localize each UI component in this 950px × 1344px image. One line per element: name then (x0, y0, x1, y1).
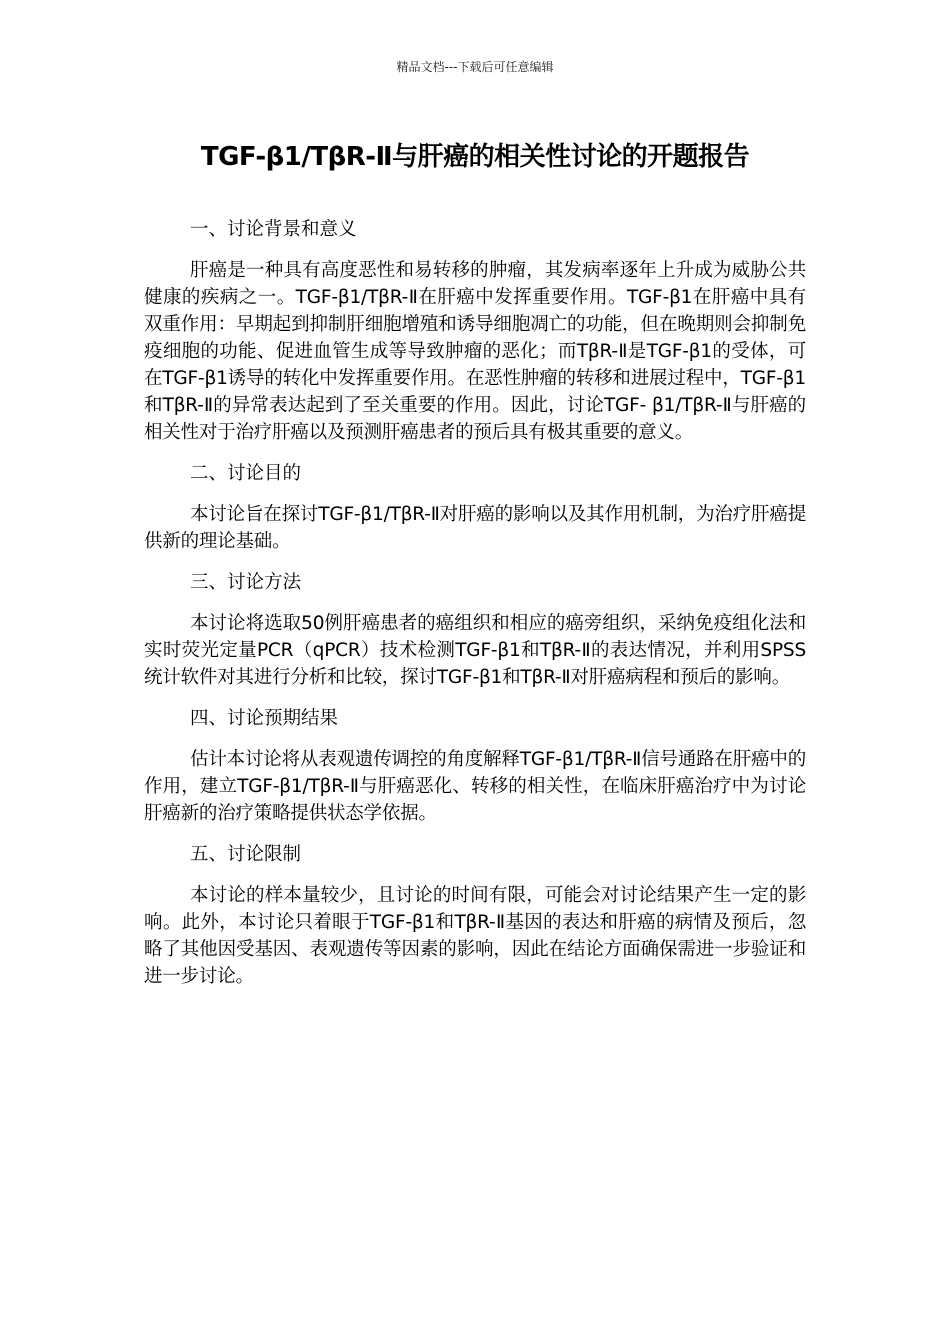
section-purpose (144, 460, 806, 555)
section-background (144, 216, 806, 446)
section-paragraph: 本讨论将选取50例肝癌患者的癌组织和相应的癌旁组织，采纳免疫组化法和实时荧光定量PCR（qPCR）技术检测TGF-β1和TβR-Ⅱ的表达情况，并利用SPSS统计软件对其进行分析和比较，探讨TGF-β1和TβR-Ⅱ对肝癌病程和预后的影响。 (144, 613, 806, 688)
section-paragraph: 本讨论旨在探讨TGF-β1/TβR-Ⅱ对肝癌的影响以及其作用机制，为治疗肝癌提供新的理论基础。 (144, 504, 806, 552)
section-heading: 二、讨论目的 (190, 463, 302, 484)
document-title: TGF-β1/TβR-Ⅱ与肝癌的相关性讨论的开题报告 (200, 142, 750, 172)
section-methods (144, 569, 806, 691)
section-heading: 三、讨论方法 (190, 572, 302, 593)
section-paragraph: 肝癌是一种具有高度恶性和易转移的肿瘤，其发病率逐年上升成为威胁公共健康的疾病之一。TGF-β1/TβR-Ⅱ在肝癌中发挥重要作用。TGF-β1在肝癌中具有双重作用：早期起到抑制肝细胞增殖和诱导细胞凋亡的功能，但在晚期则会抑制免疫细胞的功能、促进血管生成等导致肿瘤的恶化；而TβR-Ⅱ是TGF-β1的受体，可在TGF-β1诱导的转化中发挥重要作用。在恶性肿瘤的转移和进展过程中，TGF-β1和TβR-Ⅱ的异常表达起到了至关重要的作用。因此，讨论TGF- β1/TβR-Ⅱ与肝癌的相关性对于治疗肝癌以及预测肝癌患者的预后具有极其重要的意义。 (144, 260, 806, 443)
section-expected-results (144, 705, 806, 827)
section-heading: 四、讨论预期结果 (190, 708, 339, 729)
section-paragraph: 估计本讨论将从表观遗传调控的角度解释TGF-β1/TβR-Ⅱ信号通路在肝癌中的作用，建立TGF-β1/TβR-Ⅱ与肝癌恶化、转移的相关性，在临床肝癌治疗中为讨论肝癌新的治疗策略提供状态学依据。 (144, 749, 806, 824)
section-heading: 一、讨论背景和意义 (190, 219, 357, 240)
section-limitations (144, 841, 806, 990)
section-paragraph: 本讨论的样本量较少，且讨论的时间有限，可能会对讨论结果产生一定的影响。此外，本讨论只着眼于TGF-β1和TβR-Ⅱ基因的表达和肝癌的病情及预后，忽略了其他因受基因、表观遗传等因素的影响，因此在结论方面确保需进一步验证和进一步讨论。 (144, 885, 806, 987)
document-body (144, 216, 806, 1004)
section-heading: 五、讨论限制 (190, 844, 302, 865)
page-header-note: 精品文档---下载后可任意编辑 (396, 60, 554, 74)
